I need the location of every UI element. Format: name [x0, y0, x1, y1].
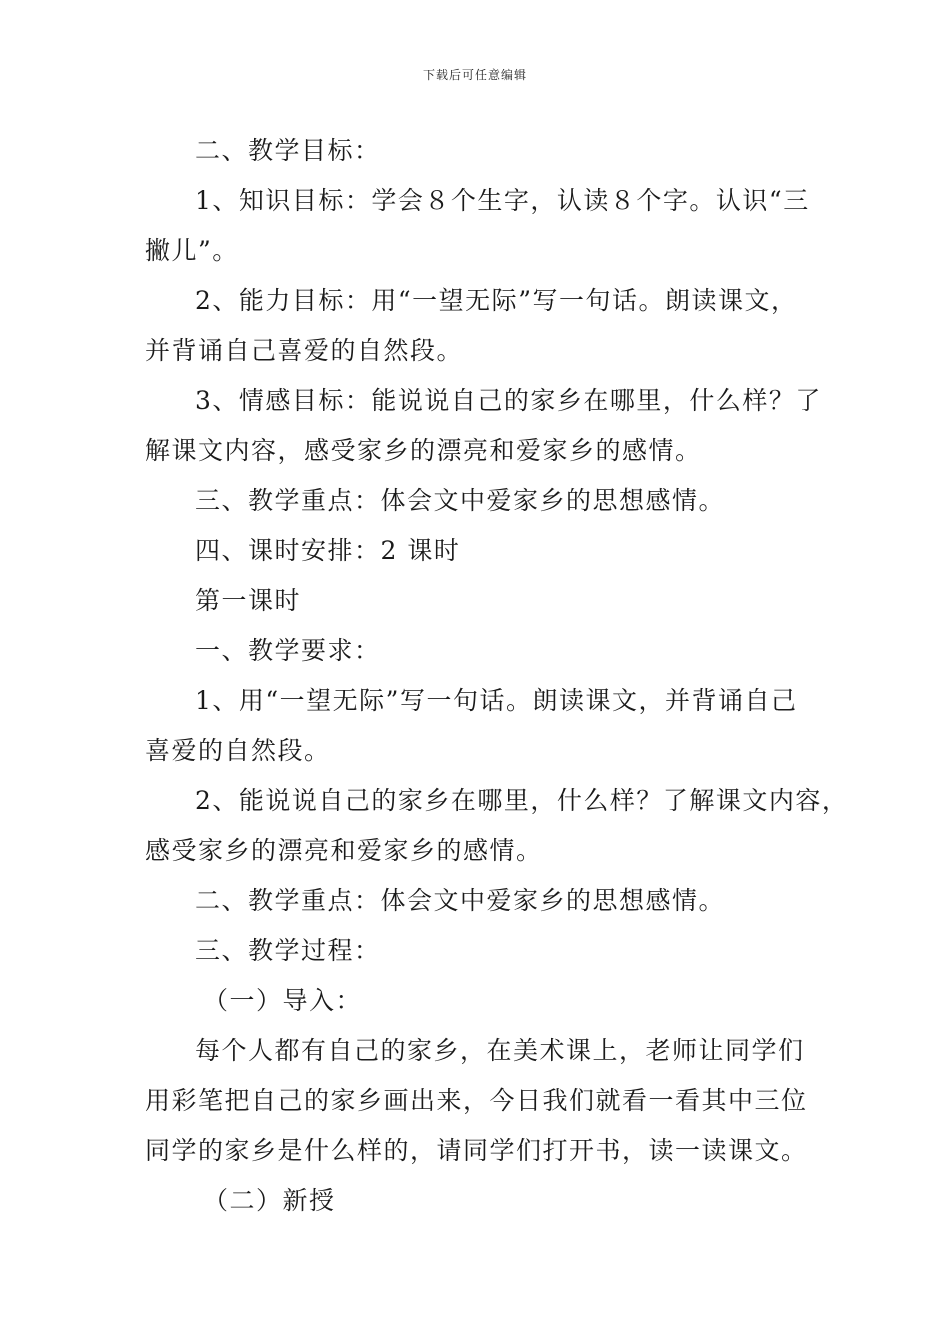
document-body — [145, 126, 849, 1226]
text-line: 每个人都有自己的家乡，在美术课上，老师让同学们 — [195, 1036, 805, 1065]
text-line: 并背诵自己喜爱的自然段。 — [145, 336, 464, 365]
text-line: 用彩笔把自己的家乡画出来，今日我们就看一看其中三位 — [145, 1086, 808, 1115]
text-line: 一、教学要求： — [195, 636, 381, 665]
text-line: 二、教学重点：体会文中爱家乡的思想感情。 — [195, 886, 726, 915]
text-line: 解课文内容，感受家乡的漂亮和爱家乡的感情。 — [145, 436, 702, 465]
text-line: 撇儿”。 — [145, 236, 239, 265]
text-line: 2、能说说自己的家乡在哪里，什么样？了解课文内容， — [195, 786, 849, 815]
text-line: 1、知识目标：学会８个生字，认读８个字。认识“三 — [195, 186, 810, 215]
text-line: 喜爱的自然段。 — [145, 736, 331, 765]
text-line: 感受家乡的漂亮和爱家乡的感情。 — [145, 836, 543, 865]
text-line: （一）导入： — [203, 986, 363, 1015]
text-line: 四、课时安排：2 课时 — [195, 536, 461, 565]
text-line: 1、用“一望无际”写一句话。朗读课文，并背诵自己 — [195, 686, 798, 715]
text-line: 3、情感目标：能说说自己的家乡在哪里，什么样？了 — [195, 386, 822, 415]
text-line: （二）新授 — [203, 1186, 336, 1215]
text-line: 第一课时 — [195, 586, 302, 615]
text-line: 同学的家乡是什么样的，请同学们打开书，读一读课文。 — [145, 1136, 808, 1165]
text-line: 二、教学目标： — [195, 136, 381, 165]
page-header: 下载后可任意编辑 — [422, 68, 527, 82]
text-line: 2、能力目标：用“一望无际”写一句话。朗读课文， — [195, 286, 798, 315]
text-line: 三、教学重点：体会文中爱家乡的思想感情。 — [195, 486, 726, 515]
text-line: 三、教学过程： — [195, 936, 381, 965]
